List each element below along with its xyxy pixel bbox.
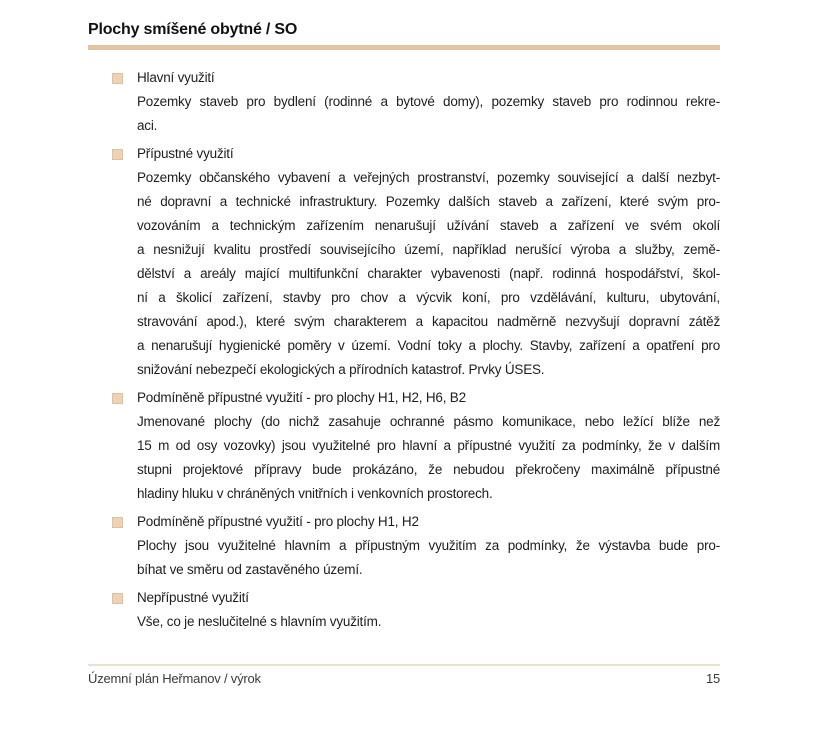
text-line: Plochy jsou využitelné hlavním a přípustným využitím za podmínky, že výstavba bude pro- [137, 538, 720, 553]
section-text [137, 410, 720, 506]
text-line: snižování nebezpečí ekologických a přírodních katastrof. Prvky ÚSES. [137, 362, 545, 377]
footer-page-number: 15 [705, 671, 720, 686]
section-text [137, 166, 720, 382]
text-line: Vše, co je neslučitelné s hlavním využitím. [137, 614, 382, 629]
section-heading: Podmíněně přípustné využití - pro plochy H1, H2, H6, B2 [137, 390, 466, 405]
text-line: 15 m od osy vozovky) jsou využitelné pro hlavní a přípustné využití za podmínky, že v dalším [137, 438, 720, 453]
section-heading: Hlavní využití [137, 70, 215, 85]
text-line: vozováním a technickým zařízením nenarušují užívání staveb a zařízení ve svém okolí [137, 218, 720, 233]
square-bullet-icon [112, 593, 123, 604]
section-heading: Nepřípustné využití [137, 590, 249, 605]
section [88, 510, 720, 582]
section [88, 386, 720, 506]
section-text [137, 610, 720, 634]
section-body [137, 142, 720, 382]
text-line: Pozemky občanského vybavení a veřejných prostranství, pozemky související a další nezbyt- [137, 170, 720, 185]
text-line: stupni projektové přípravy bude prokázáno, že nebudou překročeny maximálně přípustné [137, 462, 720, 477]
footer-document-title: Územní plán Heřmanov / výrok [88, 671, 261, 686]
section-body [137, 386, 720, 506]
text-line: né dopravní a technické infrastruktury. Pozemky dalších staveb a zařízení, které svým pro- [137, 194, 720, 209]
text-line: a nenarušují hygienické poměry v území. Vodní toky a plochy. Stavby, zařízení a opatření pro [137, 338, 720, 353]
text-line: Jmenované plochy (do nichž zasahuje ochranné pásmo komunikace, nebo ležící blíže než [137, 414, 720, 429]
section-body [137, 586, 720, 634]
section-body [137, 66, 720, 138]
square-bullet-icon [112, 393, 123, 404]
section-text [137, 534, 720, 582]
page-footer [88, 664, 720, 686]
section-heading: Podmíněně přípustné využití - pro plochy H1, H2 [137, 514, 419, 529]
content [88, 66, 720, 638]
page-title: Plochy smíšené obytné / SO [88, 21, 298, 38]
section-text [137, 90, 720, 138]
text-line: a nesnižují kvalitu prostředí souvisejícího území, například nerušící výroba a služby, země- [137, 242, 720, 257]
section-body [137, 510, 720, 582]
text-line: bíhat ve směru od zastavěného území. [137, 562, 363, 577]
text-line: aci. [137, 118, 158, 133]
section [88, 142, 720, 382]
text-line: ní a školicí zařízení, stavby pro chov a výcvik koní, pro vzdělávání, kulturu, ubytování, [137, 290, 720, 305]
text-line: hladiny hluku v chráněných vnitřních i venkovních prostorech. [137, 486, 493, 501]
footer-row [88, 671, 720, 686]
section-heading: Přípustné využití [137, 146, 234, 161]
section [88, 586, 720, 634]
footer-rule [88, 664, 720, 666]
section [88, 66, 720, 138]
square-bullet-icon [112, 517, 123, 528]
text-line: dělství a areály mající multifunkční charakter vybavenosti (např. rodinná hospodářství, škol- [137, 266, 720, 281]
square-bullet-icon [112, 149, 123, 160]
square-bullet-icon [112, 73, 123, 84]
page-header [88, 20, 720, 50]
text-line: stravování apod.), které svým charakterem a kapacitou nadměrně nezvyšují dopravní zátěž [137, 314, 720, 329]
title-rule [88, 45, 720, 50]
text-line: Pozemky staveb pro bydlení (rodinné a bytové domy), pozemky staveb pro rodinnou rekre- [137, 94, 720, 109]
